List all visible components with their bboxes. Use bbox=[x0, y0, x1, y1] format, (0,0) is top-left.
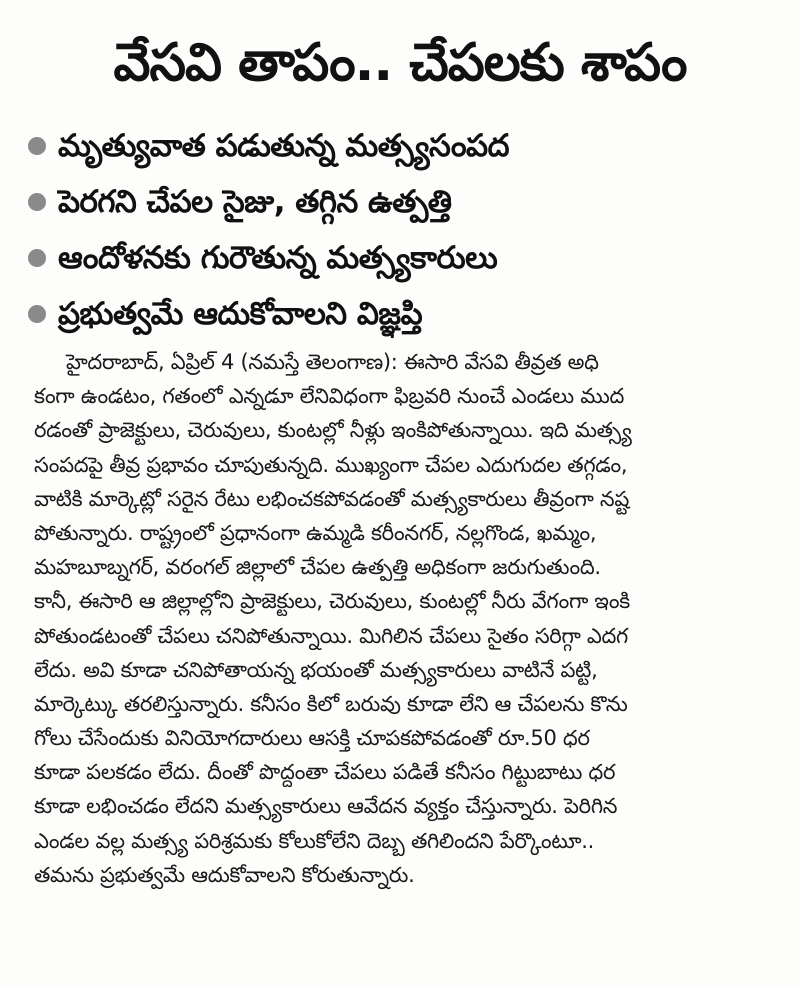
article-body-line: పోతున్నారు. రాష్ట్రంలో ప్రధానంగా ఉమ్మడి కరీంనగర్, నల్లగొండ, ఖమ్మం, bbox=[34, 520, 597, 545]
article-body-line: వాటికి మార్కెట్లో సరైన రేటు లభించకపోవడంతో మత్స్యకారులు తీవ్రంగా నష్ట bbox=[34, 486, 630, 511]
article-body-line: కూడా లభించడం లేదని మత్స్యకారులు ఆవేదన వ్యక్తం చేస్తున్నారు. పెరిగిన bbox=[34, 794, 618, 819]
subheadline-text: మృత్యువాత పడుతున్న మత్స్యసంపద bbox=[58, 128, 509, 164]
article-body-line: సంపదపై తీవ్ర ప్రభావం చూపుతున్నది. ముఖ్యంగా చేపల ఎదుగుదల తగ్గడం, bbox=[34, 452, 628, 477]
article-body-line: పోతుండటంతో చేపలు చనిపోతున్నాయి. మిగిలిన చేపలు సైతం సరిగ్గా ఎదగ bbox=[34, 623, 628, 648]
bullet-dot-icon bbox=[28, 137, 46, 155]
subheadline-text: ఆందోళనకు గురౌతున్న మత్స్యకారులు bbox=[58, 240, 498, 276]
article-body-line: కూడా పలకడం లేదు. దీంతో పొద్దంతా చేపలు పడితే కనీసం గిట్టుబాటు ధర bbox=[34, 760, 616, 785]
article-body-line: తమను ప్రభుత్వమే ఆదుకోవాలని కోరుతున్నారు. bbox=[34, 862, 415, 887]
bullet-dot-icon bbox=[28, 305, 46, 323]
bullet-dot-icon bbox=[28, 193, 46, 211]
subheadline-item bbox=[28, 230, 772, 286]
subheadline-text: ప్రభుత్వమే ఆదుకోవాలని విజ్ఞప్తి bbox=[58, 296, 423, 332]
article-body-line: రడంతో ప్రాజెక్టులు, చెరువులు, కుంటల్లో నీళ్లు ఇంకిపోతున్నాయి. ఇది మత్స్య bbox=[34, 418, 632, 443]
article-body-line: మార్కెట్కు తరలిస్తున్నారు. కనీసం కిలో బరువు కూడా లేని ఆ చేపలను కొను bbox=[34, 691, 628, 716]
article-body-line: లేదు. అవి కూడా చనిపోతాయన్న భయంతో మత్స్యకారులు వాటినే పట్టి, bbox=[34, 657, 598, 682]
subheadline-item bbox=[28, 118, 772, 174]
article-body-line: కానీ, ఈసారి ఆ జిల్లాల్లోని ప్రాజెక్టులు, చెరువులు, కుంటల్లో నీరు వేగంగా ఇంకి bbox=[34, 589, 630, 614]
subheadline-item bbox=[28, 174, 772, 230]
subheadline-item bbox=[28, 286, 772, 342]
subheadline-list bbox=[28, 118, 772, 342]
article-body-line: గోలు చేసేందుకు వినియోగదారులు ఆసక్తి చూపకపోవడంతో రూ.50 ధర bbox=[34, 726, 590, 751]
article-body bbox=[34, 345, 768, 975]
headline: వేసవి తాపం.. చేపలకు శాపం bbox=[113, 33, 687, 93]
bullet-dot-icon bbox=[28, 249, 46, 267]
subheadline-text: పెరగని చేపల సైజు, తగ్గిన ఉత్పత్తి bbox=[58, 184, 452, 220]
article-body-line: హైదరాబాద్, ఏప్రిల్ 4 (నమస్తే తెలంగాణ): ఈసారి వేసవి తీవ్రత అధి bbox=[66, 350, 599, 374]
article-body-line: కంగా ఉండటం, గతంలో ఎన్నడూ లేనివిధంగా ఫిబ్రవరి నుంచే ఎండలు ముద bbox=[34, 384, 624, 409]
article-body-line: ఎండల వల్ల మత్స్య పరిశ్రమకు కోలుకోలేని దెబ్బ తగిలిందని పేర్కొంటూ.. bbox=[34, 828, 595, 853]
article-body-line: మహబూబ్నగర్, వరంగల్ జిల్లాలో చేపల ఉత్పత్తి అధికంగా జరుగుతుంది. bbox=[34, 555, 601, 580]
